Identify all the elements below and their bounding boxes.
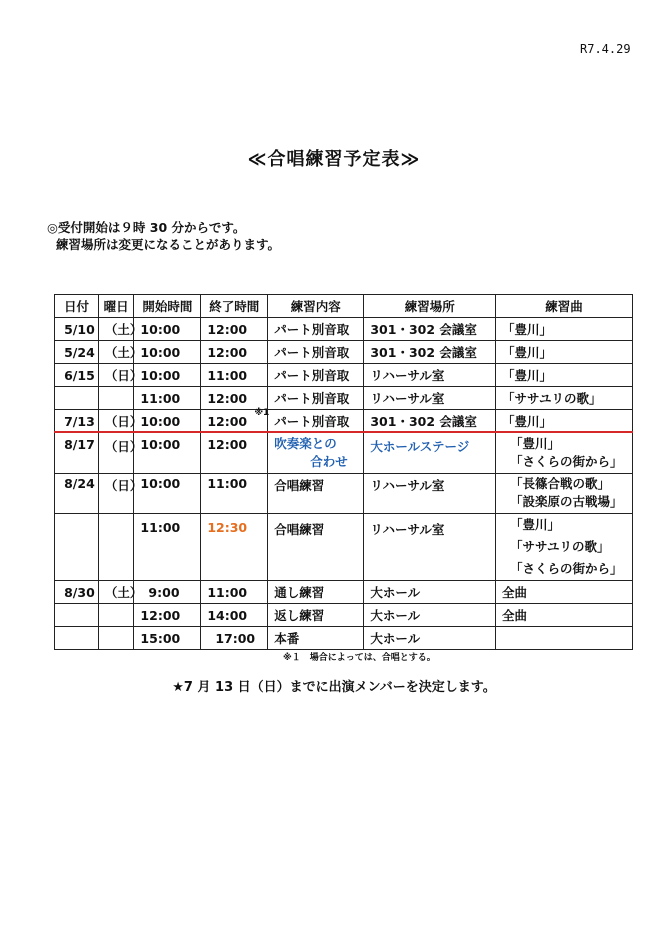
- cell-content: パート別音取: [268, 387, 364, 410]
- cell-content: 合唱練習: [268, 514, 364, 581]
- cell-place: 301・302 会議室: [364, 318, 496, 341]
- cell-end: 11:00: [201, 364, 268, 387]
- table-row: [55, 627, 633, 650]
- cell-date: 8/30: [55, 581, 99, 604]
- cell-place: 大ホールステージ: [364, 433, 496, 474]
- cell-weekday: （日）: [98, 474, 134, 514]
- cell-content: パート別音取: [268, 410, 364, 433]
- cell-date-empty: [55, 387, 99, 410]
- cell-place: 大ホール: [364, 604, 496, 627]
- cell-date-empty: [55, 604, 99, 627]
- table-row: [55, 604, 633, 627]
- header-content: 練習内容: [268, 295, 364, 318]
- cell-start: 15:00: [134, 627, 201, 650]
- table-row: [55, 387, 633, 410]
- song-line-3: 「さくらの街から」: [510, 561, 623, 576]
- cell-content: パート別音取: [268, 364, 364, 387]
- table-row: [55, 581, 633, 604]
- cell-weekday: （土）: [98, 581, 134, 604]
- header-end: 終了時間: [201, 295, 268, 318]
- footnote-mark: ※1: [254, 408, 270, 418]
- cell-content: 通し練習: [268, 581, 364, 604]
- cell-start: 10:00: [134, 410, 201, 433]
- note-reception: ◎受付開始は９時 30 分からです。: [47, 220, 246, 235]
- table-row: [55, 341, 633, 364]
- cell-place: 大ホール: [364, 581, 496, 604]
- cell-weekday-empty: [98, 627, 134, 650]
- header-weekday: 曜日: [98, 295, 134, 318]
- song-line-2: 「ササユリの歌」: [510, 539, 610, 554]
- cell-song: [496, 514, 633, 581]
- cell-start: 10:00: [134, 341, 201, 364]
- table-row: [55, 364, 633, 387]
- song-line-1: 「豊川」: [510, 436, 561, 451]
- header-place: 練習場所: [364, 295, 496, 318]
- cell-song: 全曲: [496, 581, 633, 604]
- cell-end: 11:00: [201, 474, 268, 514]
- cell-content: パート別音取: [268, 318, 364, 341]
- table-row: [55, 474, 633, 514]
- cell-date: 5/24: [55, 341, 99, 364]
- cell-weekday-empty: [98, 387, 134, 410]
- cell-place: リハーサル室: [364, 364, 496, 387]
- header-date: 日付: [55, 295, 99, 318]
- cell-place: 301・302 会議室: [364, 341, 496, 364]
- cell-date-empty: [55, 627, 99, 650]
- cell-weekday: （日）: [98, 410, 134, 433]
- cell-song: 「豊川」: [496, 341, 633, 364]
- cell-start: 10:00: [134, 318, 201, 341]
- cell-start: 11:00: [134, 387, 201, 410]
- cell-content: パート別音取: [268, 341, 364, 364]
- note-venue-change: 練習場所は変更になることがあります。: [56, 237, 281, 252]
- cell-date: 6/15: [55, 364, 99, 387]
- cell-start: 11:00: [134, 514, 201, 581]
- cell-song: 全曲: [496, 604, 633, 627]
- content-line-2: 合わせ: [310, 454, 348, 469]
- cell-content: 返し練習: [268, 604, 364, 627]
- cell-date: 7/13: [55, 410, 99, 433]
- cell-song: 「豊川」: [496, 410, 633, 433]
- red-divider-line: [54, 431, 633, 433]
- footnote: ※１ 場合によっては、合唱とする。: [283, 653, 436, 663]
- notes: [47, 219, 280, 253]
- cell-end: 14:00: [201, 604, 268, 627]
- cell-song: [496, 433, 633, 474]
- schedule-table: [54, 294, 633, 650]
- cell-song: 「ササユリの歌」: [496, 387, 633, 410]
- cell-start: 10:00: [134, 474, 201, 514]
- cell-end: 11:00: [201, 581, 268, 604]
- cell-end: 12:00: [201, 341, 268, 364]
- cell-content: 合唱練習: [268, 474, 364, 514]
- cell-weekday: （日）: [98, 433, 134, 474]
- table-row: [55, 514, 633, 581]
- cell-song: 「豊川」: [496, 318, 633, 341]
- cell-content: [268, 433, 364, 474]
- cell-end: [201, 410, 268, 433]
- cell-content: 本番: [268, 627, 364, 650]
- date-stamp: R7.4.29: [580, 42, 631, 56]
- cell-place: 301・302 会議室: [364, 410, 496, 433]
- header-start: 開始時間: [134, 295, 201, 318]
- song-line-2: 「設楽原の古戦場」: [510, 494, 623, 509]
- cell-song: [496, 627, 633, 650]
- content-line-1: 吹奏楽との: [274, 436, 337, 451]
- cell-weekday-empty: [98, 514, 134, 581]
- cell-date: 5/10: [55, 318, 99, 341]
- cell-start: 12:00: [134, 604, 201, 627]
- cell-place: リハーサル室: [364, 474, 496, 514]
- table-row: [55, 318, 633, 341]
- cell-end: 12:00: [201, 318, 268, 341]
- page-title: ≪合唱練習予定表≫: [247, 149, 421, 170]
- cell-song: [496, 474, 633, 514]
- cell-weekday-empty: [98, 604, 134, 627]
- cell-place: リハーサル室: [364, 387, 496, 410]
- cell-date: 8/24: [55, 474, 99, 514]
- end-time-text: 12:00: [207, 413, 248, 429]
- cell-weekday: （土）: [98, 318, 134, 341]
- cell-start: 10:00: [134, 433, 201, 474]
- table-row: [55, 410, 633, 433]
- cell-end: 17:00: [201, 627, 268, 650]
- deadline-notice: ★7 月 13 日（日）までに出演メンバーを決定します。: [172, 680, 496, 695]
- cell-start: 9:00: [134, 581, 201, 604]
- song-line-1: 「長篠合戦の歌」: [510, 476, 611, 491]
- cell-date: 8/17: [55, 433, 99, 474]
- song-line-2: 「さくらの街から」: [510, 454, 623, 469]
- header-song: 練習曲: [496, 295, 633, 318]
- cell-place: 大ホール: [364, 627, 496, 650]
- table-header-row: [55, 295, 633, 318]
- cell-start: 10:00: [134, 364, 201, 387]
- cell-end: 12:30: [201, 514, 268, 581]
- song-line-1: 「豊川」: [510, 517, 561, 532]
- cell-date-empty: [55, 514, 99, 581]
- cell-end: 12:00: [201, 433, 268, 474]
- cell-weekday: （日）: [98, 364, 134, 387]
- cell-place: リハーサル室: [364, 514, 496, 581]
- table-row: [55, 433, 633, 474]
- cell-song: 「豊川」: [496, 364, 633, 387]
- cell-weekday: （土）: [98, 341, 134, 364]
- cell-end: 12:00: [201, 387, 268, 410]
